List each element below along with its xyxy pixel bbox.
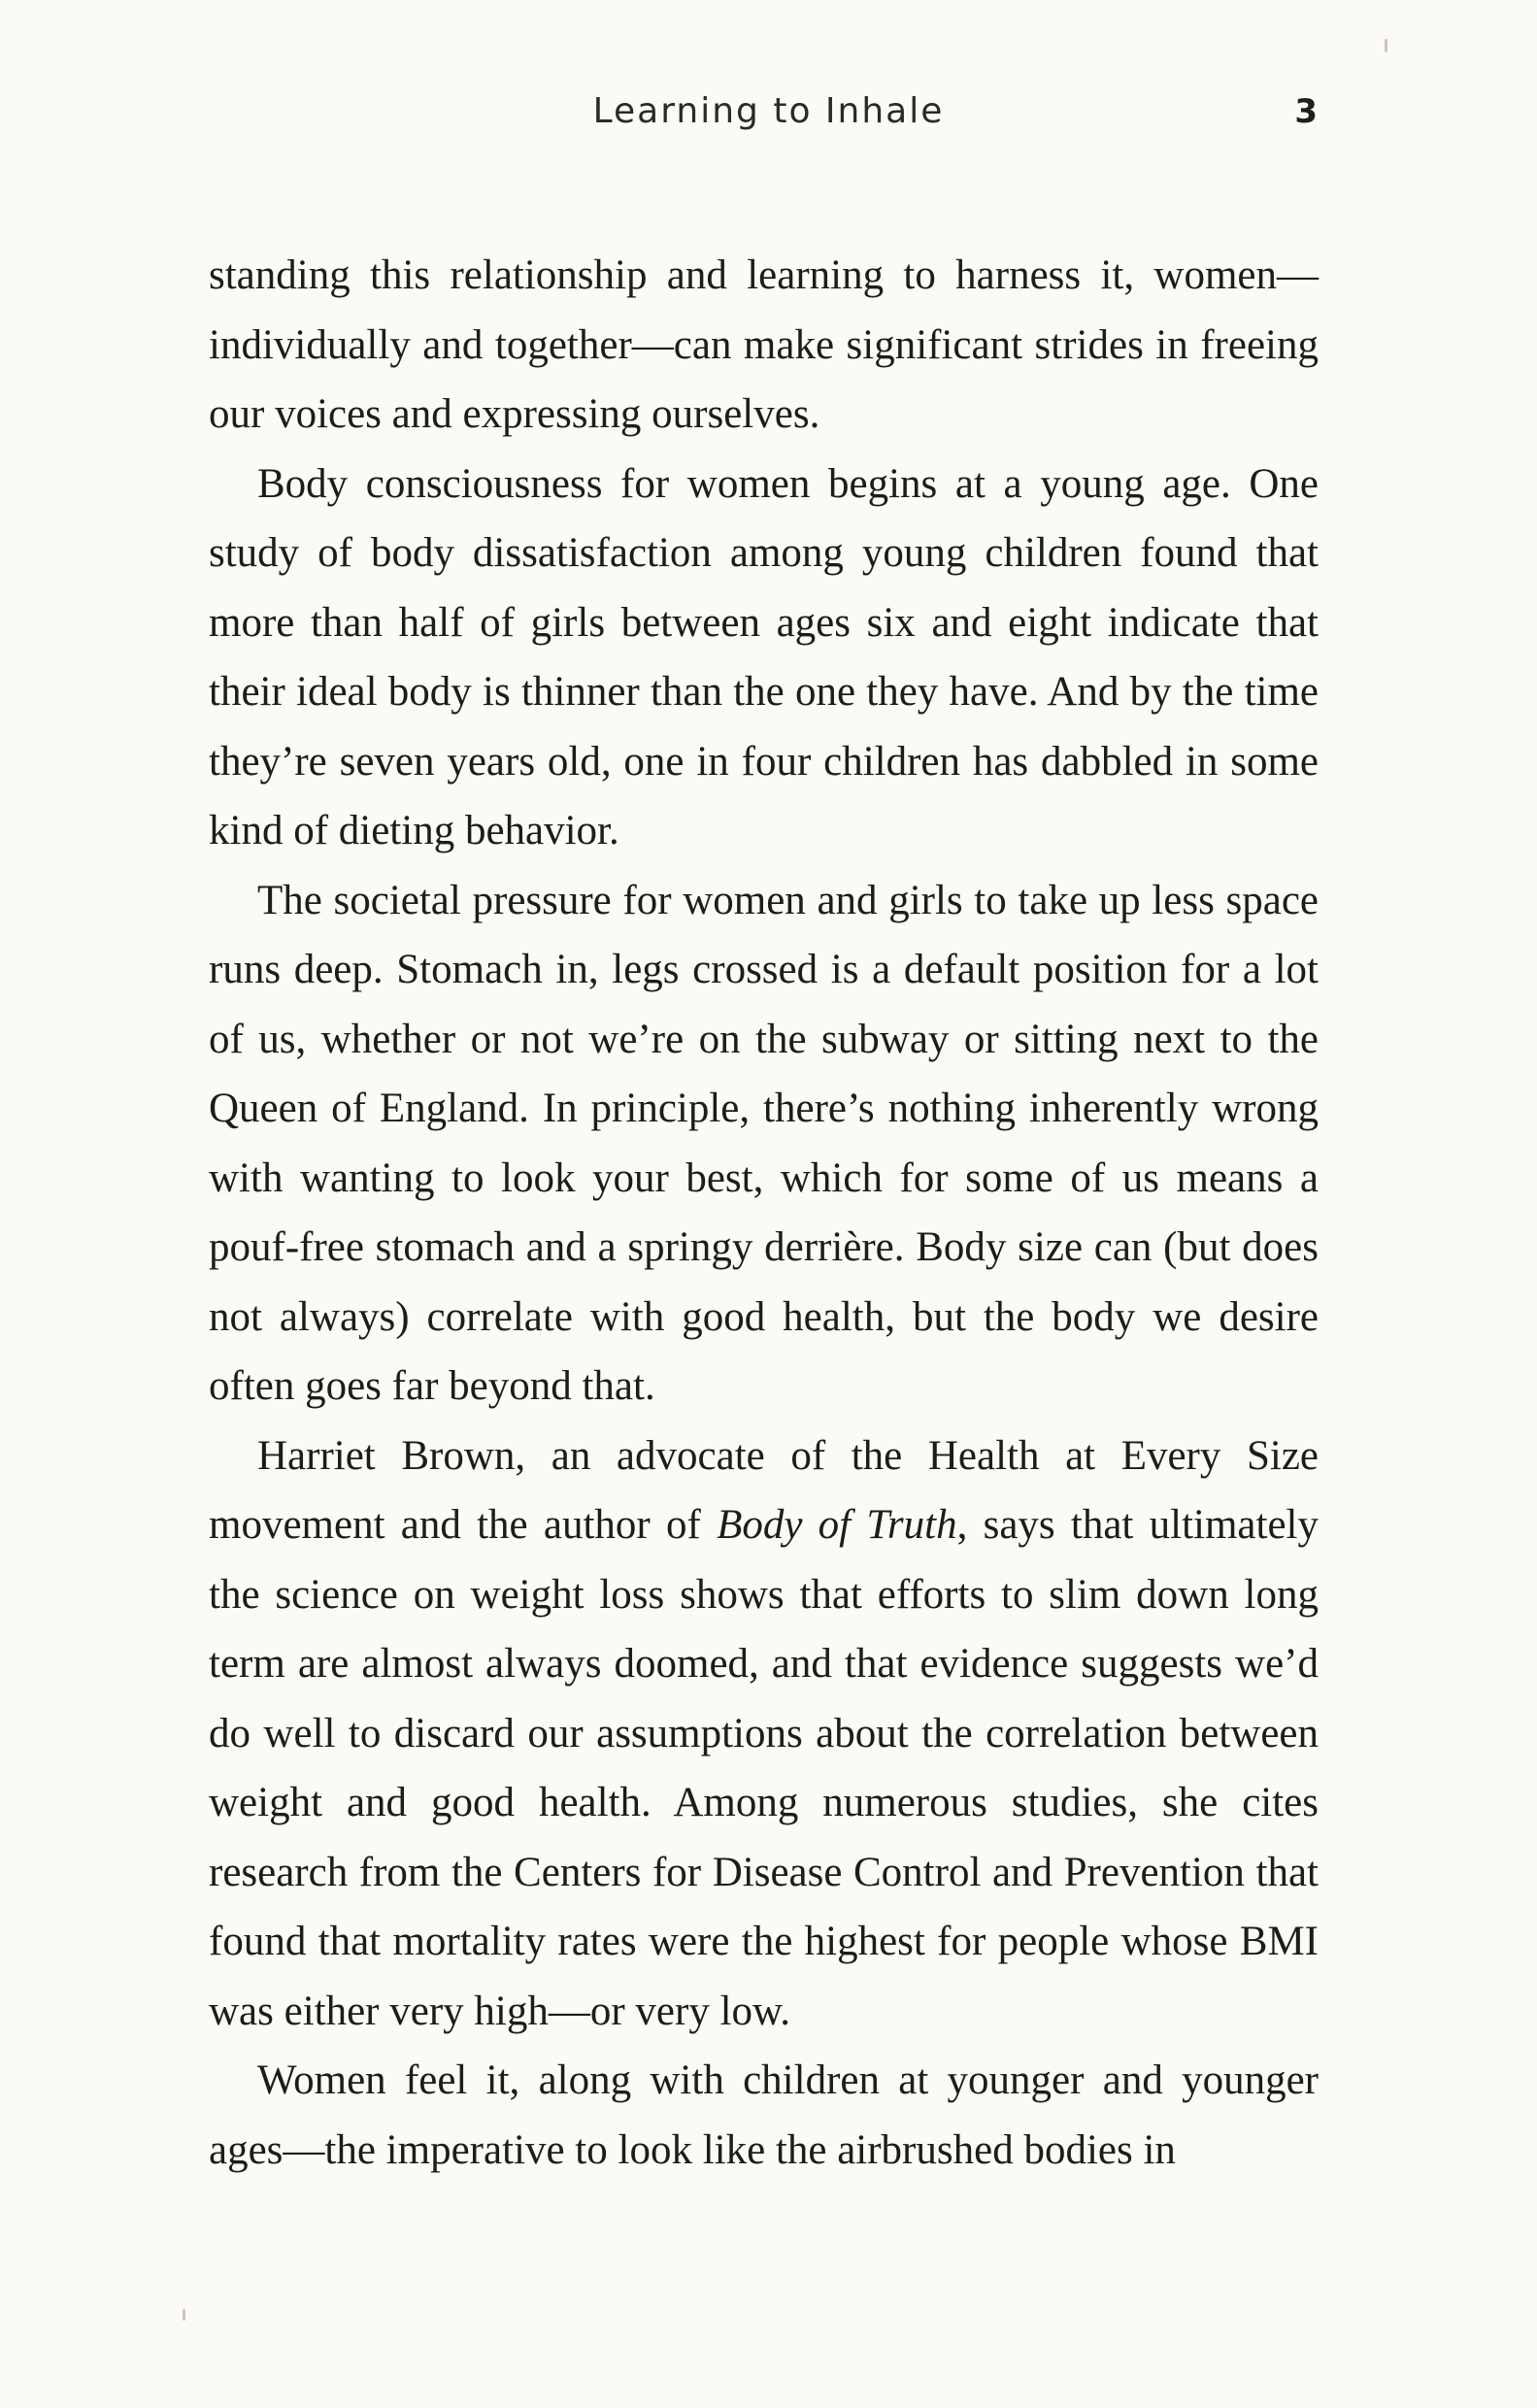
paragraph-4-text-before: Harriet Brown, an advocate of the Health at Every Size movement and the author of [209,1432,1319,1548]
page-number: 3 [1294,92,1318,131]
scan-speck [183,2309,185,2321]
paragraph-4-text-after: , says that ultimately the science on weight loss shows that efforts to slim down long term are almost always doomed, and that evidence suggests we’d do well to discard our assumptions about the correlation between weight and good health. Among numerous studies, she cites research from the Centers for Disease Control and Prevention that found that mortality rates were the highest for people whose BMI was either very high—or very low. [209,1502,1319,2034]
paragraph-5: Women feel it, along with children at younger and younger ages—the imperative to look like the airbrushed bodies in [209,2057,1319,2173]
scan-speck [1385,39,1387,52]
body-text [209,241,1319,2185]
book-title-italic: Body of Truth [717,1502,957,1548]
paragraph-1: standing this relationship and learning to harness it, women—individually and together—can make significant strides in freeing our voices and expressing ourselves. [209,252,1319,437]
paragraph-2: Body consciousness for women begins at a young age. One study of body dissatisfaction among young children found that more than half of girls between ages six and eight indicate that their ideal body is thinner than the one they have. And by the time they’re seven years old, one in four children has dabbled in some kind of dieting behavior. [209,460,1319,853]
paragraph-3: The societal pressure for women and girls to take up less space runs deep. Stomach in, legs crossed is a default position for a lot of us, whether or not we’re on the subway or sitting next to the Queen of England. In principle, there’s nothing inherently wrong with wanting to look your best, which for some of us means a pouf-free stomach and a springy derrière. Body size can (but does not always) correlate with good health, but the body we desire often goes far beyond that. [209,877,1319,1409]
running-head [0,87,1537,136]
running-head-title: Learning to Inhale [592,91,945,131]
paragraph-4 [209,1421,1319,2047]
